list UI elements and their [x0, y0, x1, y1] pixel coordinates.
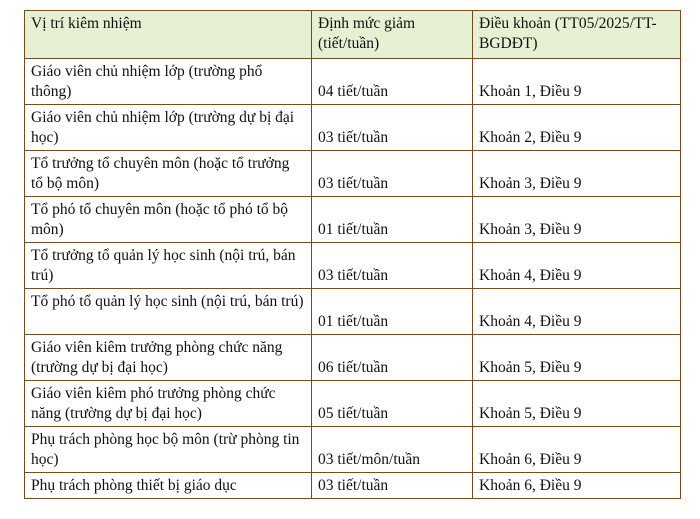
- table-row: [25, 105, 681, 151]
- cell-reduction: 01 tiết/tuần: [312, 289, 473, 335]
- header-position: Vị trí kiêm nhiệm: [25, 11, 312, 59]
- header-clause: Điều khoản (TT05/2025/TT-BGDĐT): [473, 11, 681, 59]
- cell-position: Giáo viên kiêm trưởng phòng chức năng (trường dự bị đại học): [25, 335, 312, 381]
- cell-clause: Khoản 3, Điều 9: [473, 197, 681, 243]
- cell-reduction: 05 tiết/tuần: [312, 381, 473, 427]
- table-row: [25, 335, 681, 381]
- cell-reduction: 01 tiết/tuần: [312, 197, 473, 243]
- table-row: [25, 151, 681, 197]
- cell-position: Giáo viên chủ nhiệm lớp (trường phổ thông): [25, 59, 312, 105]
- cell-clause: Khoản 6, Điều 9: [473, 427, 681, 473]
- cell-clause: Khoản 4, Điều 9: [473, 289, 681, 335]
- cell-position: Tổ phó tổ quản lý học sinh (nội trú, bán trú): [25, 289, 312, 335]
- cell-clause: Khoản 5, Điều 9: [473, 335, 681, 381]
- table-row: [25, 243, 681, 289]
- cell-reduction: 03 tiết/tuần: [312, 105, 473, 151]
- cell-clause: Khoản 3, Điều 9: [473, 151, 681, 197]
- cell-position: Phụ trách phòng thiết bị giáo dục: [25, 473, 312, 499]
- table-row: [25, 197, 681, 243]
- cell-reduction: 03 tiết/tuần: [312, 473, 473, 499]
- cell-position: Giáo viên chủ nhiệm lớp (trường dự bị đại học): [25, 105, 312, 151]
- cell-reduction: 03 tiết/môn/tuần: [312, 427, 473, 473]
- cell-reduction: 04 tiết/tuần: [312, 59, 473, 105]
- table-header-row: [25, 11, 681, 59]
- cell-reduction: 03 tiết/tuần: [312, 243, 473, 289]
- table-row: [25, 381, 681, 427]
- table-row: [25, 59, 681, 105]
- teacher-duty-reduction-table: [24, 10, 681, 499]
- cell-clause: Khoản 4, Điều 9: [473, 243, 681, 289]
- cell-position: Tổ trưởng tổ chuyên môn (hoặc tổ trưởng tổ bộ môn): [25, 151, 312, 197]
- table-row: [25, 289, 681, 335]
- cell-position: Tổ trưởng tổ quản lý học sinh (nội trú, bán trú): [25, 243, 312, 289]
- cell-reduction: 06 tiết/tuần: [312, 335, 473, 381]
- table-row: [25, 473, 681, 499]
- cell-clause: Khoản 6, Điều 9: [473, 473, 681, 499]
- cell-clause: Khoản 1, Điều 9: [473, 59, 681, 105]
- cell-position: Giáo viên kiêm phó trưởng phòng chức năng (trường dự bị đại học): [25, 381, 312, 427]
- header-reduction: Định mức giảm (tiết/tuần): [312, 11, 473, 59]
- cell-position: Tổ phó tổ chuyên môn (hoặc tổ phó tổ bộ môn): [25, 197, 312, 243]
- cell-clause: Khoản 5, Điều 9: [473, 381, 681, 427]
- table-row: [25, 427, 681, 473]
- cell-position: Phụ trách phòng học bộ môn (trừ phòng tin học): [25, 427, 312, 473]
- cell-reduction: 03 tiết/tuần: [312, 151, 473, 197]
- cell-clause: Khoản 2, Điều 9: [473, 105, 681, 151]
